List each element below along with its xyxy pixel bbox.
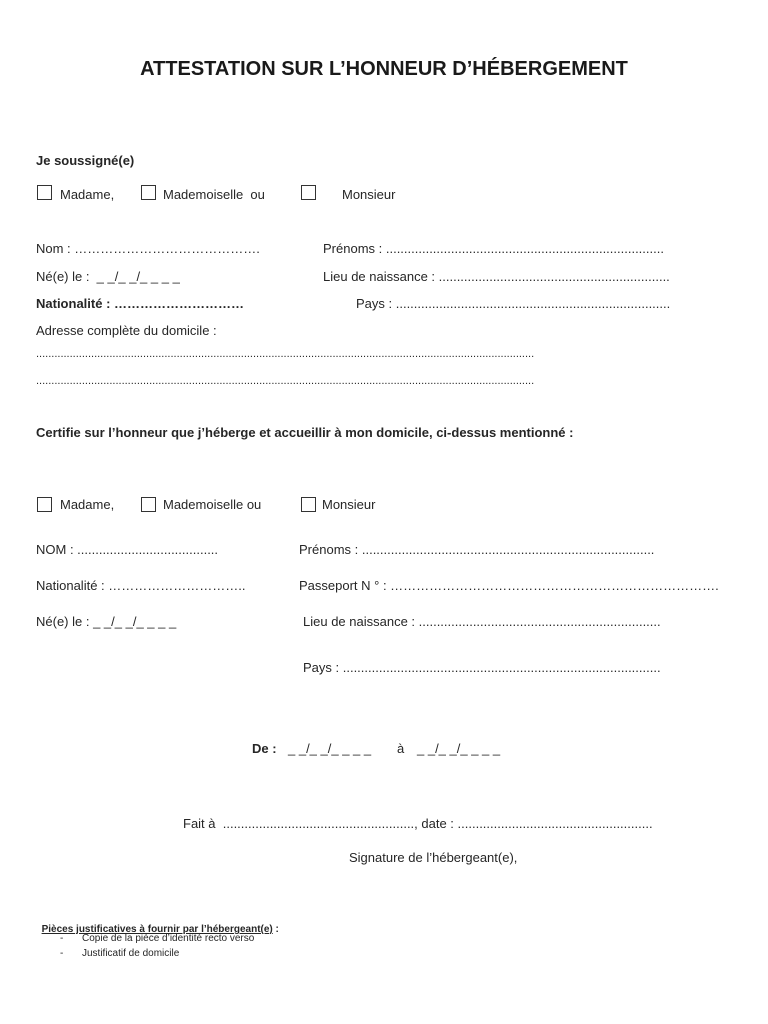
documents-bullet-2: - bbox=[60, 948, 64, 959]
host-prenoms-field[interactable]: Prénoms : ............................................................................. bbox=[323, 241, 664, 256]
host-nationality-field[interactable]: Nationalité : ………………………… bbox=[36, 296, 245, 311]
guest-monsieur-label: Monsieur bbox=[322, 497, 376, 512]
guest-monsieur-checkbox[interactable] bbox=[301, 497, 316, 512]
period-from-date[interactable]: _ _/_ _/_ _ _ _ bbox=[288, 741, 372, 756]
period-to-label: à bbox=[397, 741, 405, 756]
host-mademoiselle-label: Mademoiselle ou bbox=[163, 187, 265, 202]
host-monsieur-checkbox[interactable] bbox=[301, 185, 316, 200]
guest-mademoiselle-checkbox[interactable] bbox=[141, 497, 156, 512]
guest-nationality-field[interactable]: Nationalité : ………………………….. bbox=[36, 578, 246, 593]
period-to-date[interactable]: _ _/_ _/_ _ _ _ bbox=[417, 741, 501, 756]
documents-item-address-proof: Justificatif de domicile bbox=[82, 948, 180, 959]
host-nom-field[interactable]: Nom : ……………………………………. bbox=[36, 241, 260, 256]
guest-prenoms-field[interactable]: Prénoms : ................................................................................. bbox=[299, 542, 655, 557]
certify-statement: Certifie sur l’honneur que j’héberge et accueillir à mon domicile, ci-dessus mentionné : bbox=[36, 425, 574, 440]
host-heading: Je soussigné(e) bbox=[36, 153, 135, 168]
place-date-field[interactable]: Fait à ....................................................., date : ...................................................... bbox=[183, 816, 653, 831]
guest-nom-field[interactable]: NOM : ....................................... bbox=[36, 542, 219, 557]
host-mademoiselle-checkbox[interactable] bbox=[141, 185, 156, 200]
host-birthdate-field[interactable]: Né(e) le : _ _/_ _/_ _ _ _ bbox=[36, 269, 180, 284]
guest-passport-field[interactable]: Passeport N ° : …………………………………………………………………. bbox=[299, 578, 719, 593]
period-from-label: De : bbox=[252, 741, 277, 756]
host-madame-label: Madame, bbox=[60, 187, 115, 202]
host-monsieur-label: Monsieur bbox=[342, 187, 396, 202]
documents-item-id: Copie de la pièce d’identité recto verso bbox=[82, 933, 255, 944]
host-address-line-2[interactable]: ................................................................................................................................................................... bbox=[36, 375, 535, 387]
guest-country-field[interactable]: Pays : ........................................................................................ bbox=[303, 660, 661, 675]
documents-heading-text: Pièces justificatives à fournir par l’hébergeant(e) bbox=[41, 924, 273, 935]
guest-madame-label: Madame, bbox=[60, 497, 115, 512]
guest-mademoiselle-label: Mademoiselle ou bbox=[163, 497, 262, 512]
signature-label: Signature de l’hébergeant(e), bbox=[349, 850, 518, 865]
documents-bullet-1: - bbox=[60, 933, 64, 944]
host-address-label: Adresse complète du domicile : bbox=[36, 323, 217, 338]
document-title: ATTESTATION SUR L’HONNEUR D’HÉBERGEMENT bbox=[140, 58, 628, 80]
guest-birthdate-field[interactable]: Né(e) le : _ _/_ _/_ _ _ _ bbox=[36, 614, 177, 629]
guest-madame-checkbox[interactable] bbox=[37, 497, 52, 512]
documents-heading-colon: : bbox=[272, 924, 279, 935]
host-madame-checkbox[interactable] bbox=[37, 185, 52, 200]
guest-birthplace-field[interactable]: Lieu de naissance : ................................................................... bbox=[303, 614, 661, 629]
host-birthplace-field[interactable]: Lieu de naissance : ................................................................ bbox=[323, 269, 670, 284]
host-country-field[interactable]: Pays : ............................................................................ bbox=[356, 296, 671, 311]
host-address-line-1[interactable]: ................................................................................................................................................................... bbox=[36, 348, 535, 360]
